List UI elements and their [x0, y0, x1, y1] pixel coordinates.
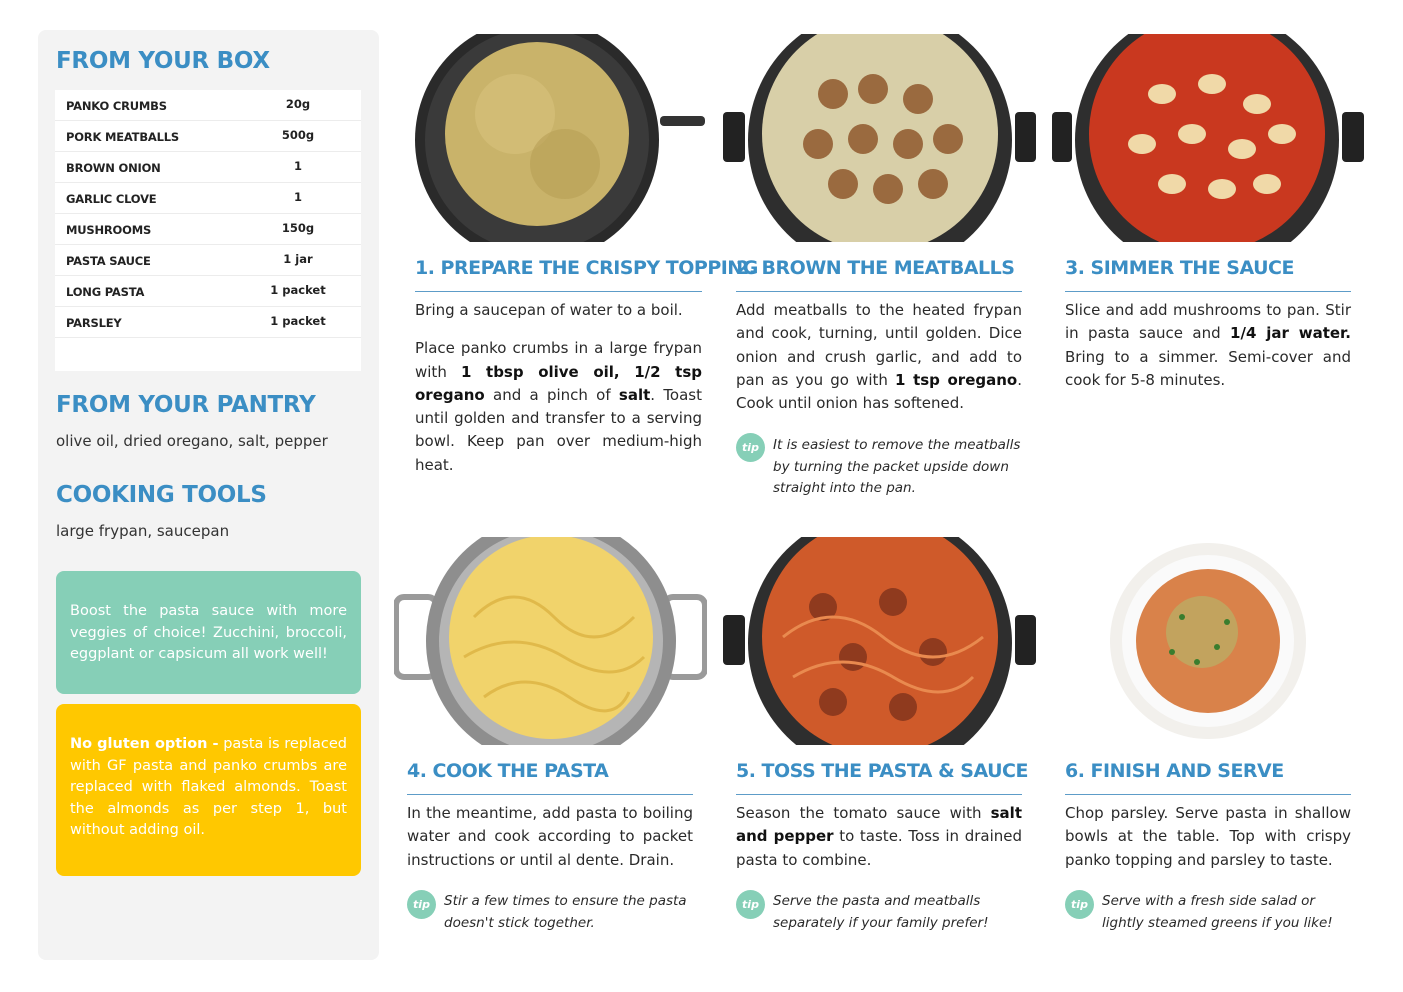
- step5-tip-text: Serve the pasta and meatballs separately if your family prefer!: [773, 893, 989, 931]
- step5-title: 5. TOSS THE PASTA & SAUCE: [736, 760, 1028, 782]
- ingredient-name: GARLIC CLOVE: [66, 192, 157, 206]
- step4-photo: [394, 537, 707, 745]
- step4-tip-text: Stir a few times to ensure the pasta doesn't stick together.: [444, 893, 687, 931]
- tools-title: COOKING TOOLS: [56, 482, 267, 508]
- step6-tip-badge: tip: [1065, 890, 1094, 919]
- step2-photo: [723, 34, 1036, 242]
- ingredient-row: [55, 183, 361, 214]
- ingredient-qty: 1 packet: [270, 283, 326, 297]
- step5-divider: [736, 794, 1022, 795]
- step2-para1: Add meatballs to the heated frypan and cook, turning, until golden. Dice onion and crush garlic, and add to pan as you go with 1 tsp oregano. Cook until onion has softened.: [736, 301, 1022, 413]
- step4-para1: In the meantime, add pasta to boiling water and cook according to packet instructions or until al dente. Drain.: [407, 804, 693, 869]
- gluten-free-box: [56, 704, 361, 876]
- step3-photo: [1052, 34, 1364, 242]
- ingredient-name: PASTA SAUCE: [66, 254, 151, 268]
- ingredient-name: MUSHROOMS: [66, 223, 152, 237]
- step5-tip-badge: tip: [736, 890, 765, 919]
- step2-text: [736, 299, 1022, 415]
- ingredient-row: [55, 307, 361, 338]
- sidebar: [38, 30, 379, 960]
- step2-tip-badge: tip: [736, 433, 765, 462]
- ingredient-qty: 1: [293, 159, 302, 173]
- ingredient-qty: 150g: [281, 221, 315, 235]
- ingredient-row: [55, 152, 361, 183]
- step5-text: [736, 802, 1022, 872]
- veggie-tip-text: Boost the pasta sauce with more veggies of choice! Zucchini, broccoli, eggplant or capsicum all work well!: [70, 603, 347, 662]
- step6-text: [1065, 802, 1351, 872]
- step3-title: 3. SIMMER THE SAUCE: [1065, 257, 1294, 279]
- ingredient-qty: 500g: [281, 128, 315, 142]
- step5-photo: [723, 537, 1036, 745]
- gluten-free-text: pasta is replaced with GF pasta and panko crumbs are replaced with flaked almonds. Toast the almonds as per step 1, but without adding oil.: [70, 736, 347, 838]
- step4-title: 4. COOK THE PASTA: [407, 760, 609, 782]
- step2-divider: [736, 291, 1022, 292]
- from-box-title: FROM YOUR BOX: [56, 48, 270, 74]
- step2-tip-text: It is easiest to remove the meatballs by turning the packet upside down straight into the pan.: [773, 437, 1021, 496]
- gluten-free-label: No gluten option -: [70, 736, 219, 752]
- ingredient-qty: 20g: [285, 97, 311, 111]
- step6-photo: [1052, 537, 1364, 745]
- step1-title: 1. PREPARE THE CRISPY TOPPING: [415, 257, 758, 279]
- ingredient-row: [55, 121, 361, 152]
- step6-para1: Chop parsley. Serve pasta in shallow bowls at the table. Top with crispy panko topping and parsley to taste.: [1065, 804, 1351, 869]
- step1-text: [415, 299, 702, 477]
- step1-para1: Bring a saucepan of water to a boil.: [415, 301, 683, 319]
- tools-text: large frypan, saucepan: [56, 522, 230, 540]
- step4-divider: [407, 794, 693, 795]
- pantry-text: olive oil, dried oregano, salt, pepper: [56, 432, 328, 450]
- step3-text: [1065, 299, 1351, 392]
- step1-para2: Place panko crumbs in a large frypan with 1 tbsp olive oil, 1/2 tsp oregano and a pinch of salt. Toast until golden and transfer to a serving bowl. Keep pan over medium-high heat.: [415, 339, 703, 474]
- step4-tip-badge: tip: [407, 890, 436, 919]
- step3-para1: Slice and add mushrooms to pan. Stir in pasta sauce and 1/4 jar water. Bring to a simmer. Semi-cover and cook for 5-8 minutes.: [1065, 301, 1351, 389]
- ingredient-name: LONG PASTA: [66, 285, 145, 299]
- ingredient-name: PORK MEATBALLS: [66, 130, 179, 144]
- ingredient-qty: 1 packet: [270, 314, 326, 328]
- ingredient-name: PARSLEY: [66, 316, 122, 330]
- ingredient-row: [55, 90, 361, 121]
- ingredient-qty: 1 jar: [283, 252, 313, 266]
- step4-text: [407, 802, 693, 872]
- step1-photo: [405, 34, 707, 242]
- step6-divider: [1065, 794, 1351, 795]
- ingredient-name: PANKO CRUMBS: [66, 99, 167, 113]
- step1-divider: [415, 291, 702, 292]
- step2-title: 2. BROWN THE MEATBALLS: [736, 257, 1015, 279]
- ingredient-qty: 1: [293, 190, 302, 204]
- step6-title: 6. FINISH AND SERVE: [1065, 760, 1284, 782]
- ingredient-row: [55, 276, 361, 307]
- step6-tip-text: Serve with a fresh side salad or lightly steamed greens if you like!: [1102, 893, 1333, 931]
- veggie-tip-box: [56, 571, 361, 694]
- ingredients-table: [55, 90, 361, 371]
- ingredient-name: BROWN ONION: [66, 161, 161, 175]
- ingredient-row: [55, 245, 361, 276]
- step5-para1: Season the tomato sauce with salt and pepper to taste. Toss in drained pasta to combine.: [736, 804, 1022, 869]
- pantry-title: FROM YOUR PANTRY: [56, 392, 316, 418]
- step3-divider: [1065, 291, 1351, 292]
- ingredient-row: [55, 214, 361, 245]
